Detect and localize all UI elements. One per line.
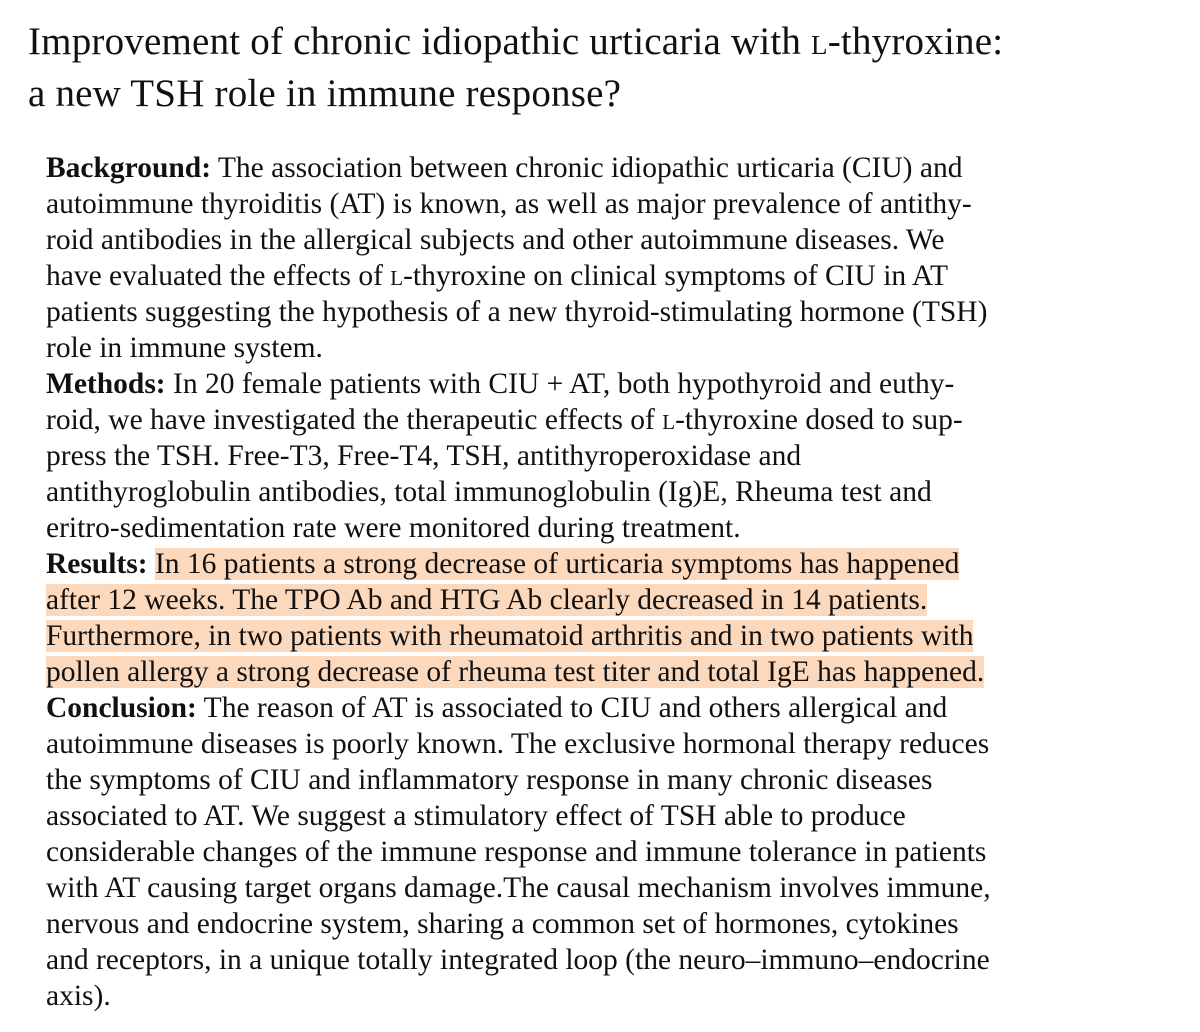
- results-highlight: pollen allergy a strong decrease of rheuma test titer and total IgE has happened.: [46, 656, 985, 688]
- background-section: [46, 150, 1166, 366]
- conclusion-line-6: with AT causing target organs damage.The causal mechanism involves immune,: [46, 872, 991, 904]
- methods-line-4: antithyroglobulin antibodies, total immunoglobulin (Ig)E, Rheuma test and: [46, 476, 932, 508]
- background-smallcaps-l: l: [390, 260, 404, 292]
- title-text-2: -thyroxine:: [827, 20, 1004, 63]
- title-smallcaps-l: l: [811, 20, 828, 63]
- results-line-4: [46, 654, 1166, 690]
- conclusion-text: The reason of AT is associated to CIU and others allergical and: [196, 692, 948, 724]
- methods-line-5: eritro-sedimentation rate were monitored during treatment.: [46, 512, 741, 544]
- background-line-4: [46, 258, 1166, 294]
- methods-line-1: [46, 366, 1166, 402]
- results-section: [46, 546, 1166, 690]
- results-line-1: [46, 546, 1166, 582]
- methods-smallcaps-l: l: [662, 404, 676, 436]
- methods-label: Methods:: [46, 368, 166, 400]
- background-line-6: role in immune system.: [46, 332, 323, 364]
- background-line-3: roid antibodies in the allergical subjects and other autoimmune diseases. We: [46, 224, 945, 256]
- background-text: The association between chronic idiopathic urticaria (CIU) and: [211, 152, 963, 184]
- conclusion-line-2: autoimmune diseases is poorly known. The exclusive hormonal therapy reduces: [46, 728, 990, 760]
- methods-section: [46, 366, 1166, 546]
- conclusion-section: [46, 690, 1166, 1014]
- paper-title: [28, 16, 1188, 120]
- methods-line-2: [46, 402, 1166, 438]
- title-text: Improvement of chronic idiopathic urticaria with: [28, 20, 812, 63]
- background-line-2: autoimmune thyroiditis (AT) is known, as well as major prevalence of antithy-: [46, 188, 972, 220]
- background-text: have evaluated the effects of: [46, 260, 391, 292]
- background-line-5: patients suggesting the hypothesis of a new thyroid-stimulating hormone (TSH): [46, 296, 988, 328]
- title-line-1: [28, 16, 1188, 68]
- methods-text: In 20 female patients with CIU + AT, both hypothyroid and euthy-: [165, 368, 955, 400]
- conclusion-line-5: considerable changes of the immune response and immune tolerance in patients: [46, 836, 987, 868]
- results-label: Results:: [46, 548, 148, 580]
- results-line-2: [46, 582, 1166, 618]
- results-line-3: [46, 618, 1166, 654]
- conclusion-line-9: axis).: [46, 980, 111, 1012]
- conclusion-label: Conclusion:: [46, 692, 197, 724]
- results-highlight: after 12 weeks. The TPO Ab and HTG Ab clearly decreased in 14 patients.: [46, 584, 928, 616]
- conclusion-line-1: [46, 690, 1166, 726]
- title-line-2: a new TSH role in immune response?: [28, 72, 622, 115]
- results-highlight: In 16 patients a strong decrease of urticaria symptoms has happened: [154, 548, 960, 580]
- results-highlight: Furthermore, in two patients with rheumatoid arthritis and in two patients with: [46, 620, 974, 652]
- methods-thyroxine: -thyroxine: [675, 404, 798, 436]
- methods-text: dosed to sup-: [797, 404, 963, 436]
- conclusion-line-3: the symptoms of CIU and inflammatory response in many chronic diseases: [46, 764, 933, 796]
- abstract: [46, 150, 1166, 1014]
- conclusion-line-7: nervous and endocrine system, sharing a common set of hormones, cytokines: [46, 908, 959, 940]
- methods-line-3: press the TSH. Free-T3, Free-T4, TSH, antithyroperoxidase and: [46, 440, 802, 472]
- background-text: on clinical symptoms of CIU in AT: [525, 260, 948, 292]
- background-label: Background:: [46, 152, 212, 184]
- background-thyroxine: -thyroxine: [403, 260, 526, 292]
- background-line-1: [46, 150, 1166, 186]
- conclusion-line-4: associated to AT. We suggest a stimulatory effect of TSH able to produce: [46, 800, 906, 832]
- methods-text: roid, we have investigated the therapeutic effects of: [46, 404, 663, 436]
- conclusion-line-8: and receptors, in a unique totally integrated loop (the neuro–immuno–endocrine: [46, 944, 990, 976]
